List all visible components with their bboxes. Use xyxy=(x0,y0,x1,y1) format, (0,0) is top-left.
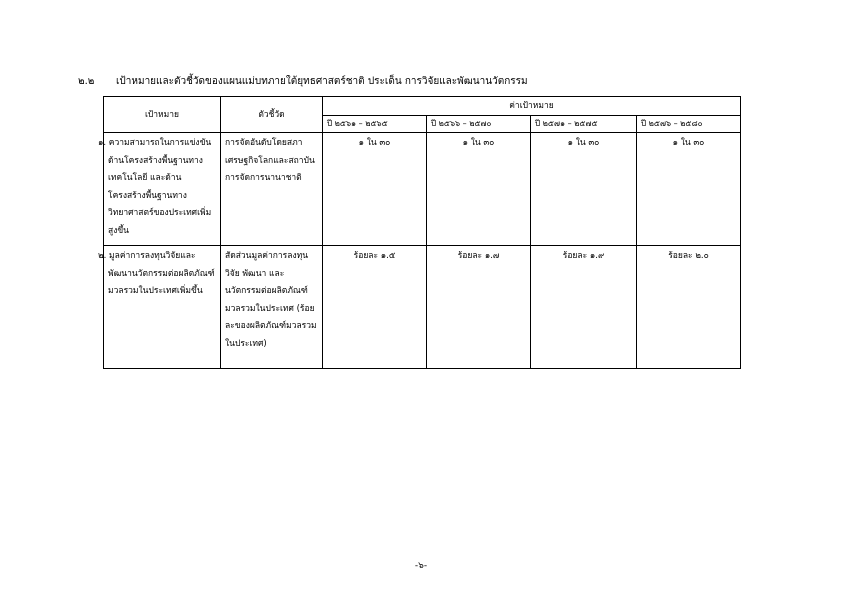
period-header: ปี ๒๕๗๑ – ๒๕๗๕ xyxy=(531,116,637,133)
target-cell: ร้อยละ ๑.๗ xyxy=(427,246,531,369)
indicator-cell: สัดส่วนมูลค่าการลงทุนวิจัย พัฒนา และนวัตกรรมต่อผลิตภัณฑ์มวลรวมในประเทศ (ร้อยละของผลิตภัณฑ์มวลรวมในประเทศ) xyxy=(221,246,323,369)
target-cell: ร้อยละ ๑.๙ xyxy=(531,246,637,369)
target-cell: ๑ ใน ๓๐ xyxy=(323,133,427,246)
header-row xyxy=(104,97,741,116)
indicator-cell: การจัดอันดับโดยสภาเศรษฐกิจโลกและสถาบันการจัดการนานาชาติ xyxy=(221,133,323,246)
target-group-header: ค่าเป้าหมาย xyxy=(323,97,741,116)
indicator-header: ตัวชี้วัด xyxy=(221,97,323,133)
table-row xyxy=(104,246,741,369)
section-heading xyxy=(78,74,528,89)
goal-cell: ๒. มูลค่าการลงทุนวิจัยและพัฒนานวัตกรรมต่อผลิตภัณฑ์มวลรวมในประเทศเพิ่มขึ้น xyxy=(104,246,221,369)
targets-table xyxy=(98,96,741,369)
target-cell: ๑ ใน ๓๐ xyxy=(427,133,531,246)
period-header: ปี ๒๕๗๖ – ๒๕๘๐ xyxy=(637,116,741,133)
target-cell: ร้อยละ ๒.๐ xyxy=(637,246,741,369)
goal-cell: ๑. ความสามารถในการแข่งขันด้านโครงสร้างพื้นฐานทางเทคโนโลยี และด้านโครงสร้างพื้นฐานทางวิทยาศาสตร์ของประเทศเพิ่มสูงขึ้น xyxy=(104,133,221,246)
section-title: เป้าหมายและตัวชี้วัดของแผนแม่บทภายใต้ยุทธศาสตร์ชาติ ประเด็น การวิจัยและพัฒนานวัตกรรม xyxy=(116,76,528,87)
page-number: -๖- xyxy=(414,561,428,571)
target-cell: ๑ ใน ๓๐ xyxy=(637,133,741,246)
period-header: ปี ๒๕๖๑ – ๒๕๖๕ xyxy=(323,116,427,133)
target-cell: ๑ ใน ๓๐ xyxy=(531,133,637,246)
table-row xyxy=(104,133,741,246)
period-header: ปี ๒๕๖๖ – ๒๕๗๐ xyxy=(427,116,531,133)
goal-header: เป้าหมาย xyxy=(104,97,221,133)
section-number: ๒.๒ xyxy=(78,76,95,87)
target-cell: ร้อยละ ๑.๕ xyxy=(323,246,427,369)
